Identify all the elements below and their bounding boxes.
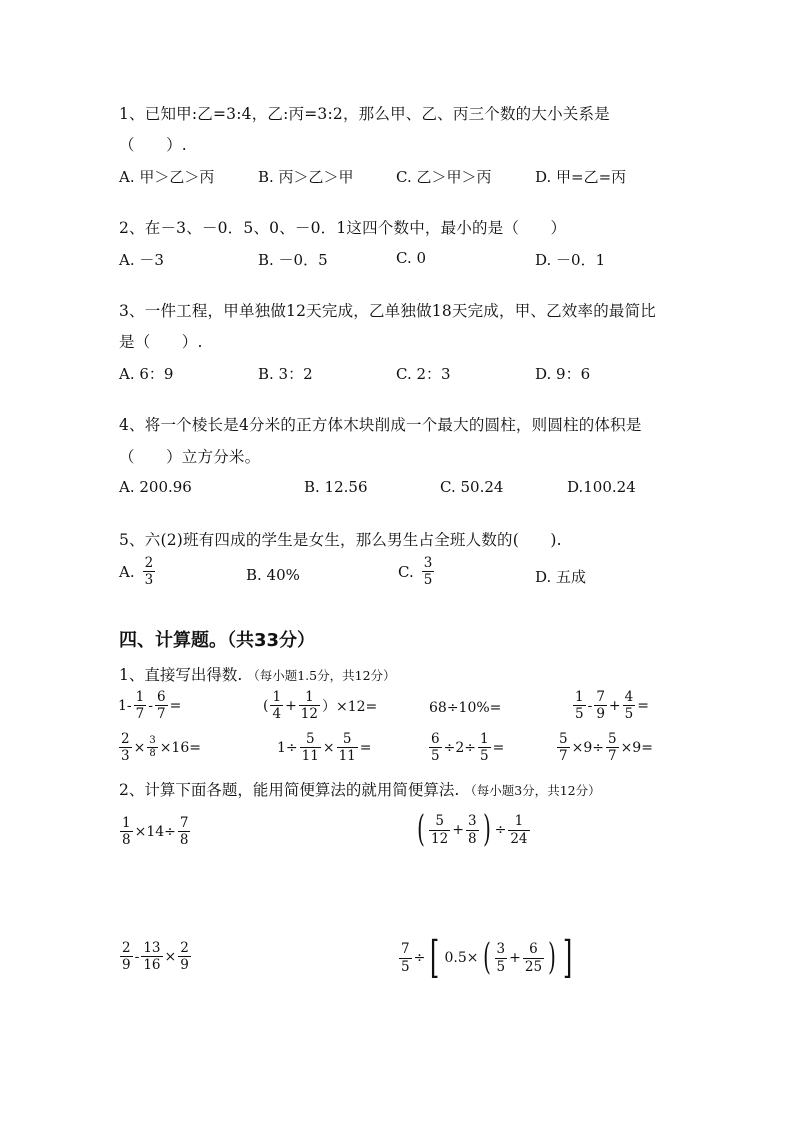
calc-4: $\frac{7}{5}$ ÷ [ 0.5× ( $\frac{3}{5}$ + $\frac{6}{25}$ ) ]	[401, 932, 573, 983]
question-2-option-a: A. －3	[119, 251, 164, 269]
question-3-option-d: D. 9：6	[535, 365, 591, 383]
question-4-line1: 4、将一个棱长是4分米的正方体木块削成一个最大的圆柱，则圆柱的体积是	[119, 416, 642, 434]
question-5-option-d: D. 五成	[535, 568, 587, 586]
expr-2: ( $\frac{1}{4}$ + $\frac{1}{12}$ ）×12=	[263, 689, 378, 723]
expr-4: $\frac{1}{5}$ - $\frac{7}{9}$ + $\frac{4}{5}$ =	[575, 689, 649, 723]
question-2-option-b: B. －0．5	[258, 251, 328, 269]
expr-3: 68÷10%=	[429, 700, 502, 716]
section-title: 四、计算题。（共33分）	[119, 630, 316, 651]
question-1-line1: 1、已知甲:乙=3:4，乙:丙=3:2，那么甲、乙、丙三个数的大小关系是	[119, 105, 610, 123]
fraction: $\frac{3}{5}$	[423, 555, 433, 589]
question-1-option-b: B. 丙＞乙＞甲	[258, 168, 354, 186]
question-1-option-c: C. 乙＞甲＞丙	[396, 168, 492, 186]
question-4-line2: （ ）立方分米。	[119, 448, 261, 466]
question-3-option-a: A. 6：9	[119, 365, 174, 383]
expr-1: 1- $\frac{1}{7}$ - $\frac{6}{7}$ =	[118, 689, 182, 723]
part2-label: 2、计算下面各题，能用简便算法的就用简便算法. （每小题3分，共12分）	[119, 781, 601, 799]
part1-label: 1、直接写出得数. （每小题1.5分，共12分）	[119, 666, 396, 684]
question-2-option-c: C. 0	[396, 249, 427, 267]
part1-note: （每小题1.5分，共12分）	[247, 668, 396, 683]
part2-note: （每小题3分，共12分）	[464, 783, 601, 798]
expr-7: $\frac{6}{5}$ ÷2÷ $\frac{1}{5}$ =	[431, 731, 505, 765]
question-4-option-c: C. 50.24	[440, 478, 504, 496]
question-3-option-c: C. 2：3	[396, 365, 451, 383]
question-4-option-d: D.100.24	[567, 478, 636, 496]
question-1-option-d: D. 甲=乙=丙	[535, 168, 627, 186]
question-3-line2: 是（ ）.	[119, 333, 203, 351]
question-3-line1: 3、一件工程，甲单独做12天完成，乙单独做18天完成，甲、乙效率的最简比	[119, 302, 657, 320]
calc-3: $\frac{2}{9}$ - $\frac{13}{16}$ × $\frac{2}{9}$	[122, 940, 189, 974]
question-5-option-a: A. $\frac{2}{3}$	[119, 555, 154, 589]
question-3-option-b: B. 3：2	[258, 365, 313, 383]
expr-5: $\frac{2}{3}$ × $\frac{3}{8}$ ×16=	[121, 731, 201, 765]
question-4-option-b: B. 12.56	[304, 478, 368, 496]
question-1-option-a: A. 甲＞乙＞丙	[119, 168, 215, 186]
calc-1: $\frac{1}{8}$ ×14÷ $\frac{7}{8}$	[122, 815, 189, 849]
question-2-line1: 2、在－3、－0．5、0、－0．1这四个数中，最小的是（ ）	[119, 219, 567, 237]
expr-8: $\frac{5}{7}$ ×9÷ $\frac{5}{7}$ ×9=	[559, 731, 653, 765]
question-5-line1: 5、六(2)班有四成的学生是女生，那么男生占全班人数的( ).	[119, 531, 562, 549]
question-2-option-d: D. －0．1	[535, 251, 606, 269]
calc-2: ( $\frac{5}{12}$ + $\frac{3}{8}$ ) ÷ $\frac{1}{24}$	[417, 809, 528, 850]
expr-6: 1÷ $\frac{5}{11}$ × $\frac{5}{11}$ =	[277, 731, 372, 765]
question-5-option-c: C. $\frac{3}{5}$	[398, 555, 433, 589]
question-1-line2: （ ）.	[119, 136, 187, 154]
fraction: $\frac{2}{3}$	[144, 555, 154, 589]
question-4-option-a: A. 200.96	[119, 478, 192, 496]
question-5-option-b: B. 40%	[246, 566, 300, 584]
